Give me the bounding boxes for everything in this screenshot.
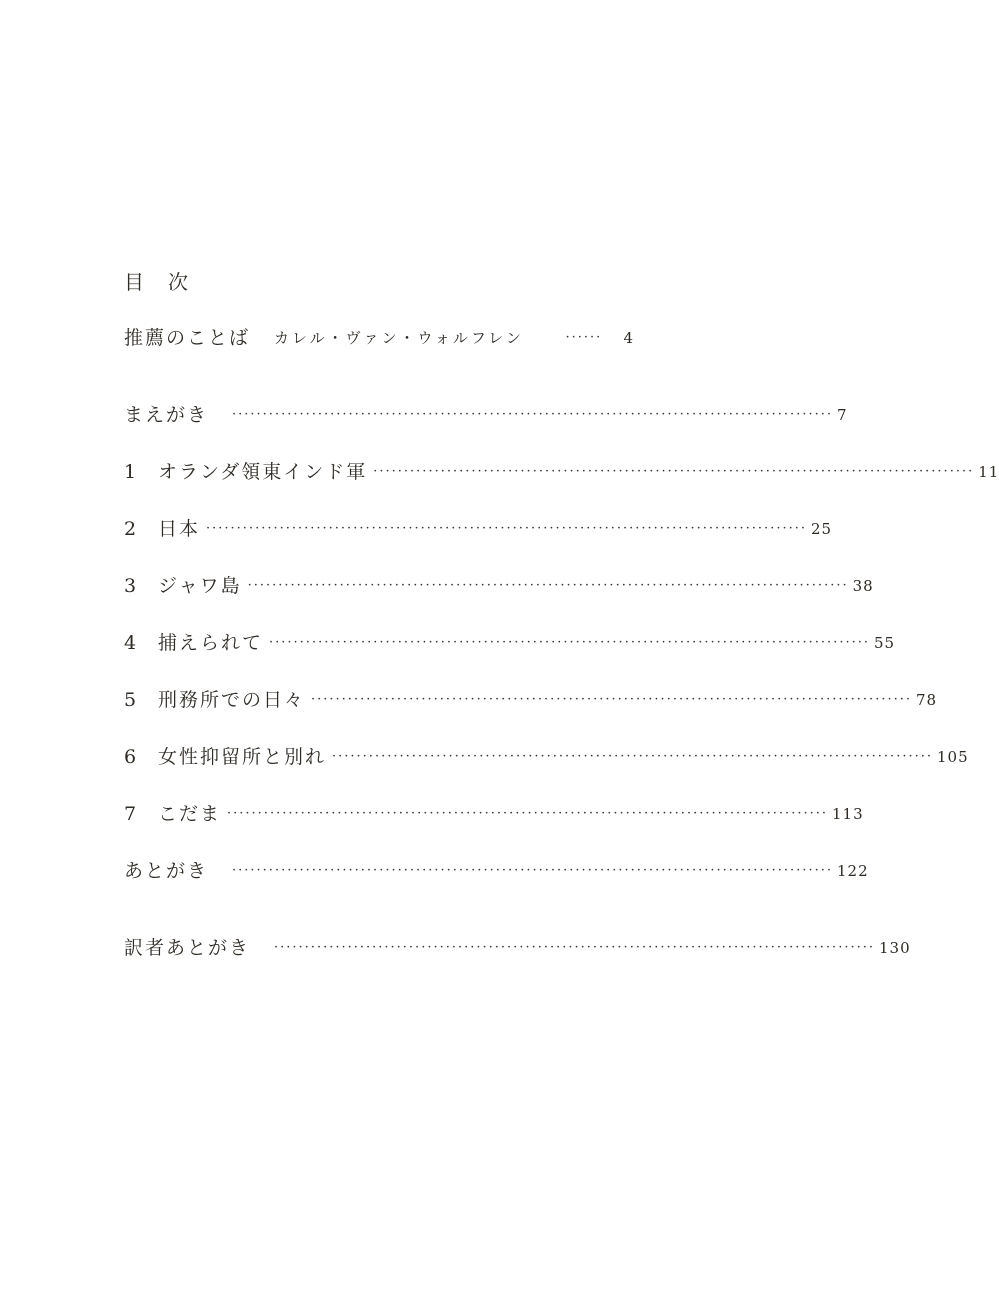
toc-page-number: 11 [978,463,999,481]
toc-entry-label: ジャワ島 [158,575,242,597]
toc-entry-label: 刑務所での日々 [158,689,306,711]
toc-entry-label: あとがき [124,860,209,882]
toc-entry-chapter-7[interactable] [124,800,864,828]
toc-page-number: 113 [831,805,864,823]
toc-leader: ·································································································· [311,692,912,707]
toc-leader: ·································································································· [247,578,849,593]
toc-chapter-number: 7 [124,803,137,825]
toc-entry-label: こだま [158,803,222,825]
toc-page-number: 55 [873,634,896,652]
toc-chapter-number: 6 [124,746,137,768]
toc-chapter-number: 3 [124,575,137,597]
toc-title: 目 次 [124,270,190,294]
toc-leader: ·································································································· [206,521,807,536]
toc-entry-chapter-3[interactable] [124,572,874,600]
toc-entry-label: 女性抑留所と別れ [158,746,327,768]
toc-entry-chapter-5[interactable] [124,686,938,714]
toc-chapter-number: 2 [124,518,137,540]
toc-page-number: 122 [836,862,869,880]
toc-entry-chapter-2[interactable] [124,515,833,543]
toc-page-number: 38 [852,577,874,595]
toc-page-number: 78 [915,691,938,709]
toc-entry-chapter-6[interactable] [124,743,969,771]
toc-page-number: 7 [836,406,848,424]
toc-page-number: 130 [878,939,911,957]
toc-chapter-number: 4 [124,632,137,654]
toc-page-number: 25 [810,520,833,538]
toc-page-number: 4 [623,329,634,347]
toc-chapter-number: 1 [124,461,137,483]
toc-entry-label: 日本 [158,518,201,540]
toc-leader: ·································································································· [274,940,875,955]
toc-leader: ······ [565,330,603,345]
toc-page-number: 105 [936,748,969,766]
toc-leader: ·································································································· [232,863,833,878]
toc-leader: ·································································································· [227,806,828,821]
toc-leader: ·································································································· [332,749,933,764]
toc-entry-chapter-4[interactable] [124,629,896,657]
toc-entry-afterword[interactable] [124,857,869,885]
toc-entry-label: まえがき [124,404,209,426]
toc-entry-recommendation[interactable] [124,324,634,352]
toc-entry-label: 訳者あとがき [124,937,251,959]
toc-leader: ·································································································· [232,407,833,422]
toc-entry-label: 推薦のことば [124,327,251,349]
toc-entry-label: 捕えられて [158,632,264,654]
toc-entry-label: オランダ領東インド軍 [158,461,368,483]
toc-entry-author: カレル・ヴァン・ウォルフレン [274,329,524,347]
toc-entry-translator-afterword[interactable] [124,934,911,962]
toc-leader: ·································································································· [269,635,870,650]
toc-entry-chapter-1[interactable] [124,458,999,486]
toc-leader: ·································································································· [373,464,975,479]
toc-chapter-number: 5 [124,689,137,711]
toc-entry-preface[interactable] [124,401,848,429]
